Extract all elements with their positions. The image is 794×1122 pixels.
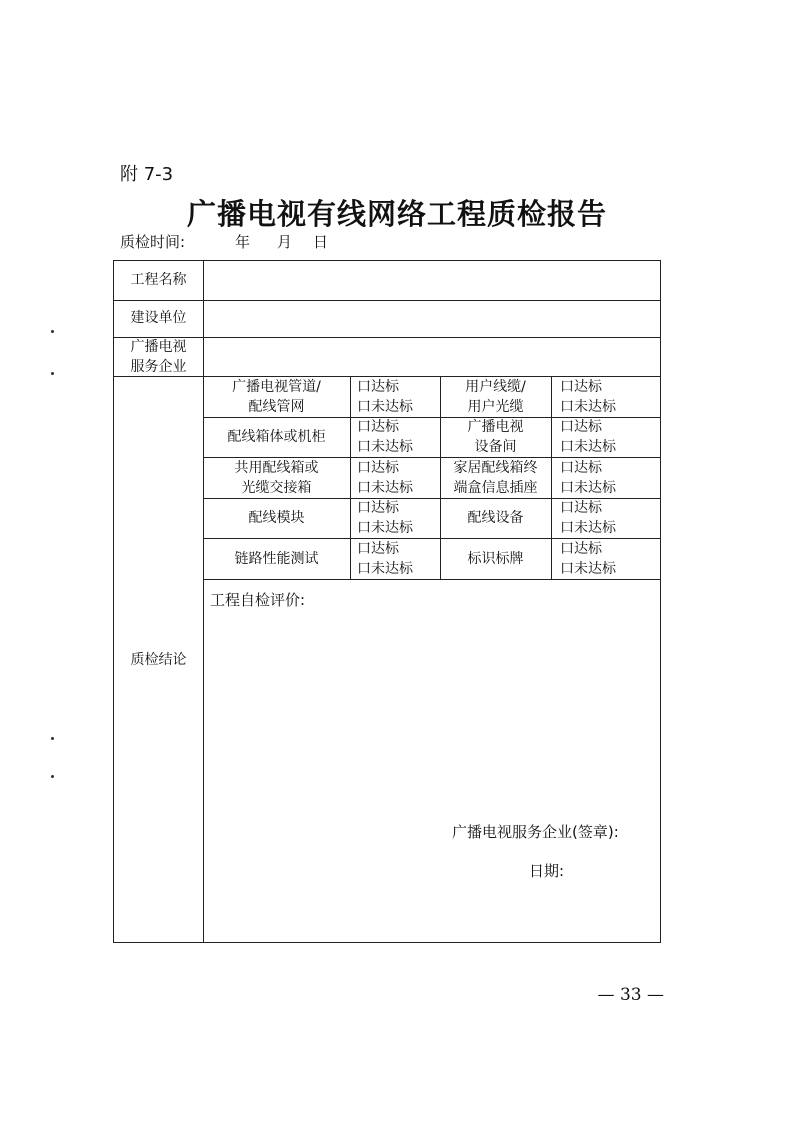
pass-checkbox[interactable]: 口达标 xyxy=(560,460,602,476)
scan-speck xyxy=(51,372,54,375)
check-item-wiring-module: 配线模块 xyxy=(248,510,305,526)
check-item-equipment-room: 广播电视 设备间 xyxy=(467,419,524,455)
date-label: 日期: xyxy=(529,862,565,880)
check-item-link-test: 链路性能测试 xyxy=(234,551,319,567)
wiring-equipment-options[interactable] xyxy=(560,498,616,538)
fail-checkbox[interactable]: 口未达标 xyxy=(560,399,616,415)
fail-checkbox[interactable]: 口未达标 xyxy=(560,520,616,536)
inspection-time-label: 质检时间: xyxy=(120,233,186,251)
service-company-label xyxy=(114,337,203,377)
fail-checkbox[interactable]: 口未达标 xyxy=(357,480,413,496)
pass-checkbox[interactable]: 口达标 xyxy=(357,419,399,435)
service-company-field[interactable] xyxy=(204,338,659,376)
check-item-wiring-equipment: 配线设备 xyxy=(467,510,524,526)
check-item-signage: 标识标牌 xyxy=(467,551,524,567)
project-name-label: 工程名称 xyxy=(130,272,187,288)
check-item-user-cable: 用户线缆/ 用户光缆 xyxy=(465,379,526,415)
user-cable-options[interactable] xyxy=(560,377,616,417)
check-item-cabinet: 配线箱体或机柜 xyxy=(227,429,326,445)
pass-checkbox[interactable]: 口达标 xyxy=(560,379,602,395)
cabinet-options[interactable] xyxy=(357,417,413,457)
builder-label: 建设单位 xyxy=(130,310,187,326)
fail-checkbox[interactable]: 口未达标 xyxy=(357,439,413,455)
year-label: 年 xyxy=(235,233,251,251)
report-title: 广播电视有线网络工程质检报告 xyxy=(186,197,607,231)
fail-checkbox[interactable]: 口未达标 xyxy=(357,520,413,536)
quality-conclusion-label: 质检结论 xyxy=(130,652,187,668)
service-company-line1: 广播电视 xyxy=(130,339,187,355)
pass-checkbox[interactable]: 口达标 xyxy=(560,541,602,557)
pass-checkbox[interactable]: 口达标 xyxy=(357,379,399,395)
month-label: 月 xyxy=(277,233,293,251)
pass-checkbox[interactable]: 口达标 xyxy=(357,541,399,557)
attachment-label: 附 7-3 xyxy=(120,164,174,185)
builder-field[interactable] xyxy=(204,301,659,337)
scan-speck xyxy=(51,330,54,333)
service-company-line2: 服务企业 xyxy=(130,359,187,375)
signage-options[interactable] xyxy=(560,539,616,579)
home-box-options[interactable] xyxy=(560,458,616,498)
pass-checkbox[interactable]: 口达标 xyxy=(560,419,602,435)
check-item-shared-box: 共用配线箱或 光缆交接箱 xyxy=(234,460,319,496)
day-label: 日 xyxy=(313,233,329,251)
check-item-pipe-network: 广播电视管道/ 配线管网 xyxy=(232,379,321,415)
link-test-options[interactable] xyxy=(357,539,413,579)
pass-checkbox[interactable]: 口达标 xyxy=(357,460,399,476)
pass-checkbox[interactable]: 口达标 xyxy=(560,500,602,516)
signature-label: 广播电视服务企业(签章): xyxy=(452,823,619,841)
equipment-room-options[interactable] xyxy=(560,417,616,457)
scan-speck xyxy=(51,737,54,740)
pass-checkbox[interactable]: 口达标 xyxy=(357,500,399,516)
report-table xyxy=(113,260,661,943)
page-number: — 33 — xyxy=(597,985,664,1005)
pipe-network-options[interactable] xyxy=(357,377,413,417)
fail-checkbox[interactable]: 口未达标 xyxy=(357,561,413,577)
self-eval-label: 工程自检评价: xyxy=(210,591,306,609)
fail-checkbox[interactable]: 口未达标 xyxy=(357,399,413,415)
check-item-home-box: 家居配线箱终 端盒信息插座 xyxy=(453,460,538,496)
fail-checkbox[interactable]: 口未达标 xyxy=(560,561,616,577)
scan-speck xyxy=(51,775,54,778)
project-name-field[interactable] xyxy=(204,261,659,300)
fail-checkbox[interactable]: 口未达标 xyxy=(560,439,616,455)
inspection-time-row xyxy=(120,231,328,252)
shared-box-options[interactable] xyxy=(357,458,413,498)
wiring-module-options[interactable] xyxy=(357,498,413,538)
fail-checkbox[interactable]: 口未达标 xyxy=(560,480,616,496)
